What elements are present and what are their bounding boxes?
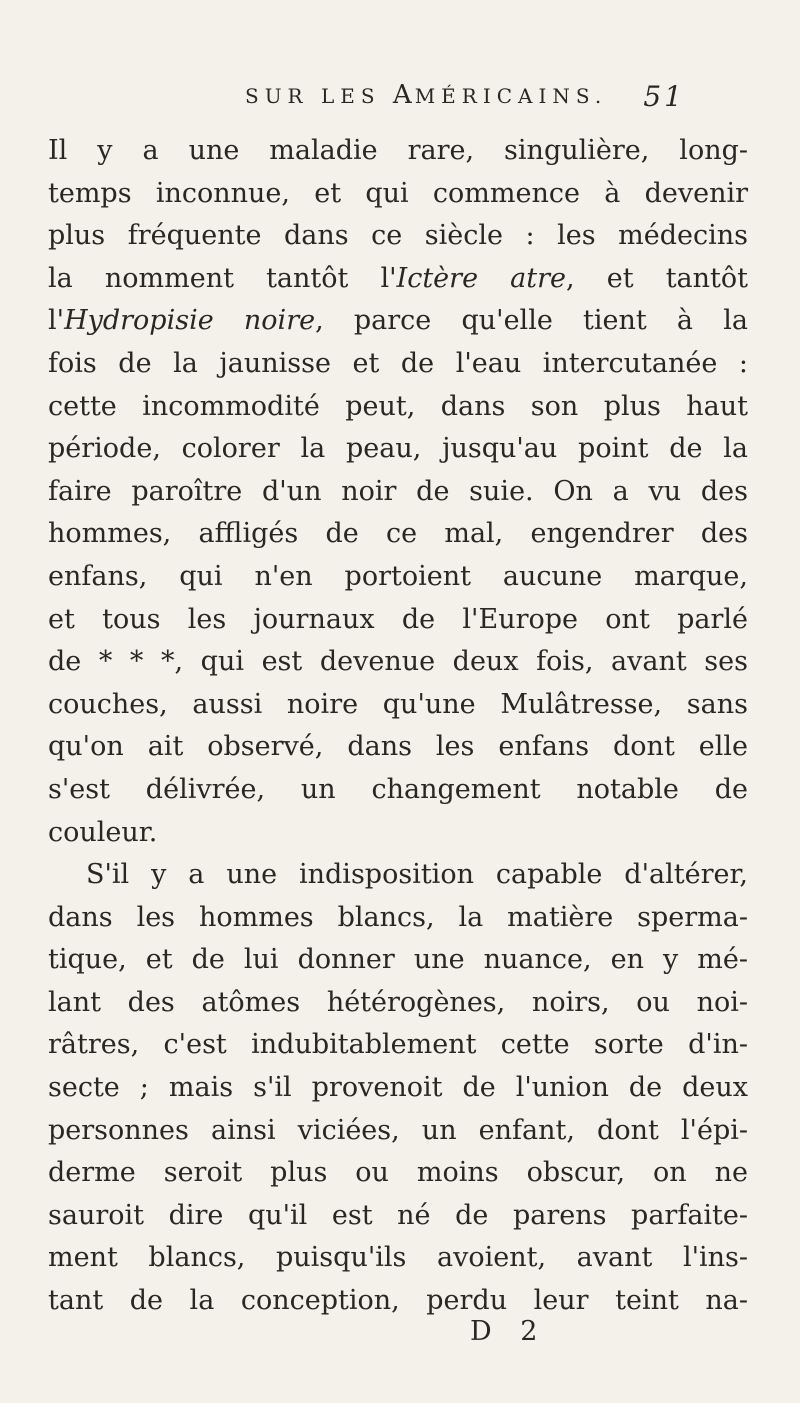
italic-term: Hydropisie noire: [64, 305, 316, 337]
text-segment: couches, aussi noire qu'une Mulâtresse, sans: [48, 688, 748, 720]
text-segment: fois de la jaunisse et de l'eau intercutanée :: [48, 347, 748, 379]
running-title: SUR LES AMÉRICAINS.: [245, 80, 608, 110]
text-segment: la nomment tantôt l': [48, 262, 397, 294]
text-line: [48, 812, 748, 855]
text-segment: l': [48, 305, 65, 337]
text-segment: , parce qu'elle tient à la: [315, 305, 748, 337]
text-segment: cette incommodité peut, dans son plus haut: [48, 390, 748, 422]
text-line: [48, 428, 748, 471]
text-segment: lant des atômes hétérogènes, noirs, ou noi-: [48, 986, 748, 1018]
text-segment: temps inconnue, et qui commence à devenir: [48, 177, 748, 209]
text-line: [48, 769, 748, 812]
text-line: [48, 641, 748, 684]
text-segment: hommes, affligés de ce mal, engendrer des: [48, 518, 748, 550]
text-line: [48, 258, 748, 301]
italic-term: Ictère atre: [396, 262, 567, 294]
text-line: [48, 386, 748, 429]
body-text: [48, 130, 748, 1323]
text-segment: tant de la conception, perdu leur teint na-: [48, 1285, 748, 1317]
text-line: [48, 1237, 748, 1280]
text-segment: ment blancs, puisqu'ils avoient, avant l'ins-: [48, 1242, 748, 1274]
page-number: 51: [643, 80, 685, 113]
text-line: [48, 1024, 748, 1067]
text-segment: dans les hommes blancs, la matière sperma-: [48, 901, 748, 933]
text-line: [48, 1195, 748, 1238]
text-segment: période, colorer la peau, jusqu'au point de la: [48, 433, 748, 465]
running-header: [245, 80, 685, 120]
text-segment: tique, et de lui donner une nuance, en y mé-: [48, 944, 748, 976]
text-line: [48, 513, 748, 556]
text-segment: , et tantôt: [566, 262, 748, 294]
text-segment: s'est délivrée, un changement notable de: [48, 773, 748, 805]
signature-mark: D 2: [470, 1316, 548, 1347]
text-line: [48, 556, 748, 599]
text-line: [48, 982, 748, 1025]
text-line: [48, 343, 748, 386]
text-segment: derme seroit plus ou moins obscur, on ne: [48, 1157, 748, 1189]
text-line: [48, 897, 748, 940]
text-line: [48, 300, 748, 343]
text-segment: râtres, c'est indubitablement cette sorte d'in-: [48, 1029, 748, 1061]
text-segment: secte ; mais s'il provenoit de l'union de deux: [48, 1072, 748, 1104]
text-line: [48, 599, 748, 642]
text-line: [48, 130, 748, 173]
text-segment: et tous les journaux de l'Europe ont parlé: [48, 603, 748, 635]
text-segment: faire paroître d'un noir de suie. On a vu des: [48, 475, 748, 507]
text-line: [48, 173, 748, 216]
text-segment: qu'on ait observé, dans les enfans dont elle: [48, 731, 748, 763]
text-line: [48, 726, 748, 769]
text-line: [48, 471, 748, 514]
text-line: [48, 939, 748, 982]
text-line: [48, 215, 748, 258]
text-segment: Il y a une maladie rare, singulière, long-: [48, 135, 748, 166]
text-line: [48, 1110, 748, 1153]
text-line: [48, 1067, 748, 1110]
text-segment: S'il y a une indisposition capable d'altérer,: [86, 859, 748, 891]
text-line: [48, 854, 748, 897]
text-segment: sauroit dire qu'il est né de parens parfaite-: [48, 1199, 748, 1231]
text-segment: personnes ainsi viciées, un enfant, dont l'épi-: [48, 1114, 748, 1146]
text-segment: enfans, qui n'en portoient aucune marque,: [48, 560, 748, 592]
text-line: [48, 1280, 748, 1323]
text-line: [48, 684, 748, 727]
text-segment: de * * *, qui est devenue deux fois, avant ses: [48, 646, 748, 678]
text-segment: plus fréquente dans ce siècle : les médecins: [48, 220, 748, 252]
text-line: [48, 1152, 748, 1195]
text-segment: couleur.: [48, 816, 158, 848]
